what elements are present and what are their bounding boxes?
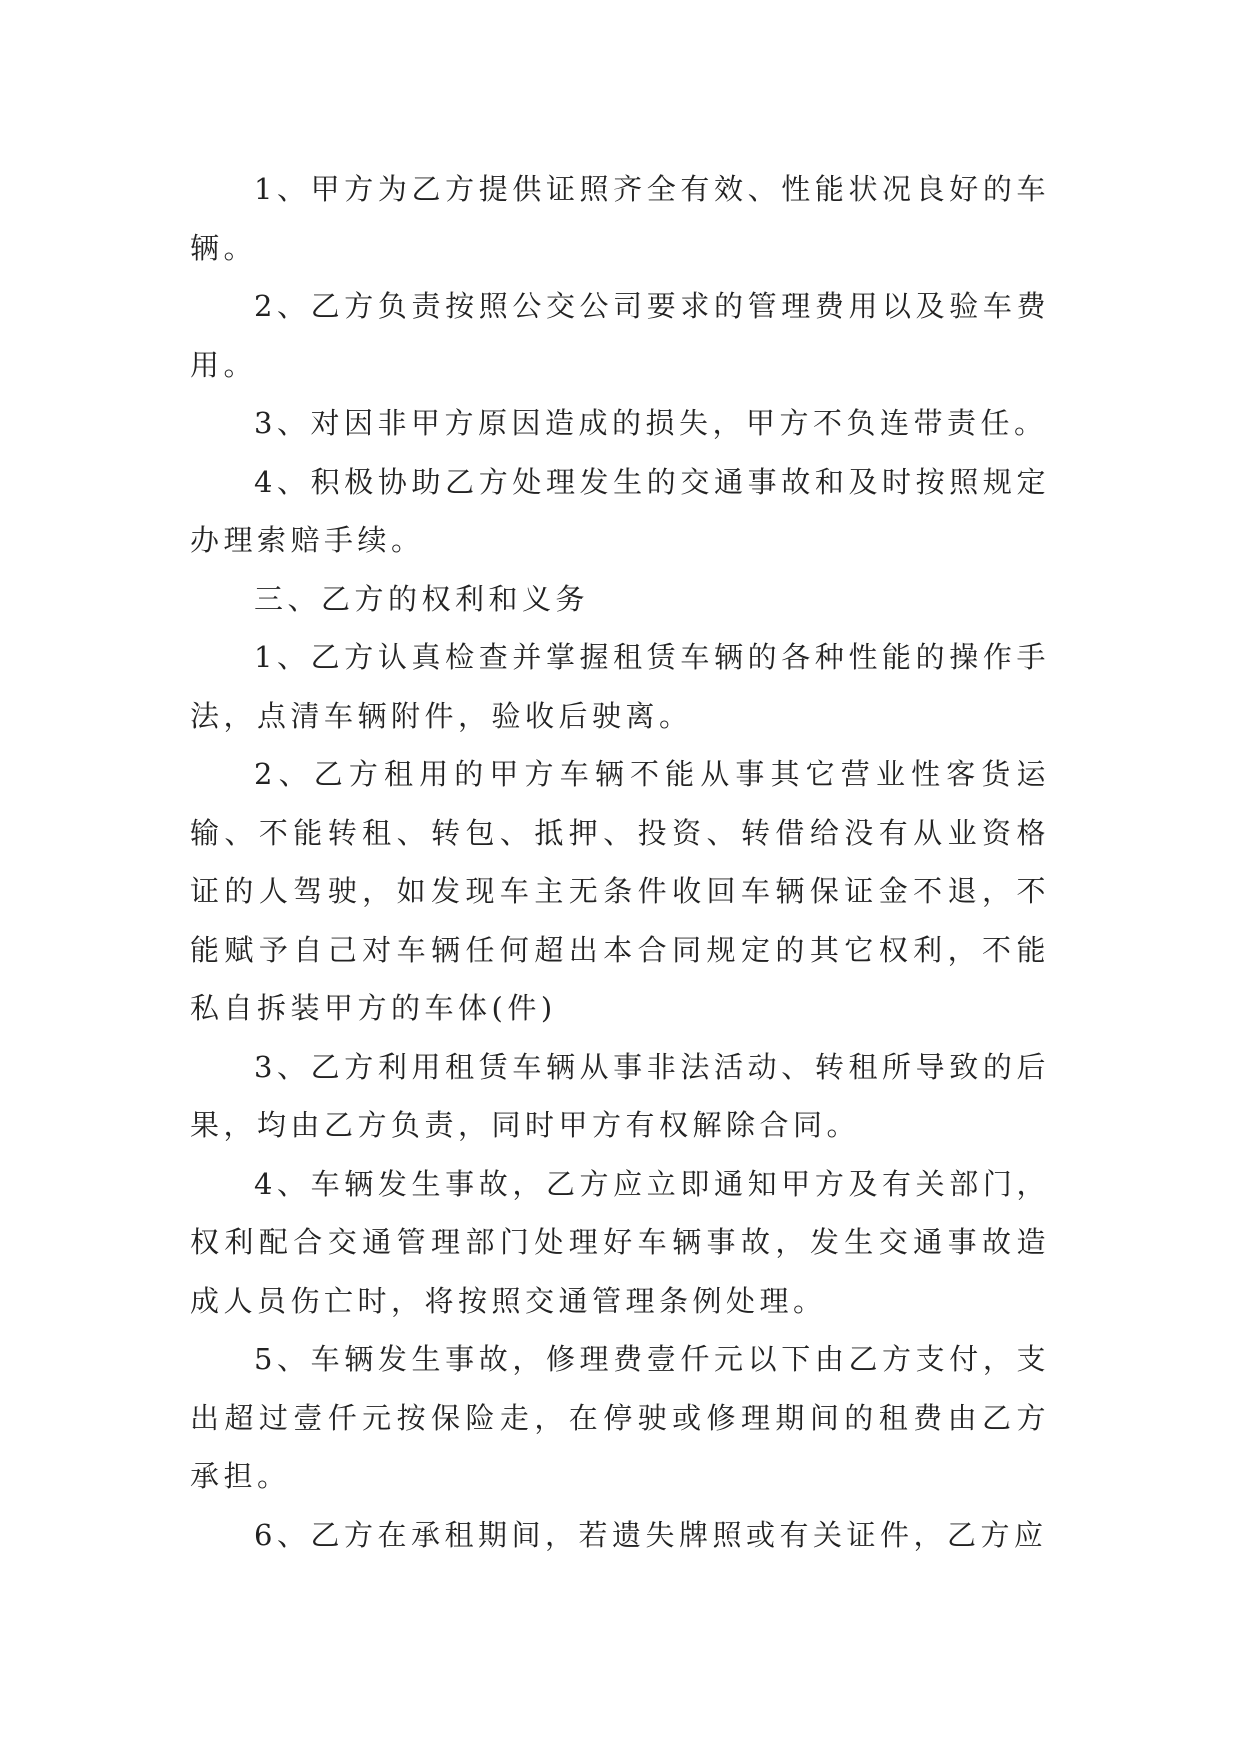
- paragraph-party-b-duty-1: 1、乙方认真检查并掌握租赁车辆的各种性能的操作手法，点清车辆附件，验收后驶离。: [190, 640, 1050, 733]
- paragraph-party-b-duty-3: 3、乙方利用租赁车辆从事非法活动、转租所导致的后果，均由乙方负责，同时甲方有权解除合同。: [190, 1049, 1050, 1142]
- paragraph-party-a-duty-1: 1、甲方为乙方提供证照齐全有效、性能状况良好的车辆。: [190, 172, 1050, 265]
- section-heading-party-b: 三、乙方的权利和义务: [254, 581, 590, 616]
- paragraph-party-b-duty-4: 4、车辆发生事故，乙方应立即通知甲方及有关部门，权利配合交通管理部门处理好车辆事故，发生交通事故造成人员伤亡时，将按照交通管理条例处理。: [190, 1166, 1050, 1318]
- paragraph-party-b-duty-2: 2、乙方租用的甲方车辆不能从事其它营业性客货运输、不能转租、转包、抵押、投资、转借给没有从业资格证的人驾驶，如发现车主无条件收回车辆保证金不退，不能赋予自己对车辆任何超出本合同规定的其它权利，不能私自拆装甲方的车体(件): [190, 757, 1050, 1025]
- paragraph-party-a-duty-4: 4、积极协助乙方处理发生的交通事故和及时按照规定办理索赔手续。: [190, 464, 1050, 557]
- paragraph-party-a-duty-3: 3、对因非甲方原因造成的损失，甲方不负连带责任。: [254, 406, 1048, 440]
- document-body: [190, 160, 1050, 1564]
- paragraph-party-b-duty-6: 6、乙方在承租期间，若遗失牌照或有关证件，乙方应: [254, 1517, 1048, 1552]
- paragraph-party-a-duty-2: 2、乙方负责按照公交公司要求的管理费用以及验车费用。: [190, 289, 1050, 382]
- paragraph-party-b-duty-5: 5、车辆发生事故，修理费壹仟元以下由乙方支付，支出超过壹仟元按保险走，在停驶或修理期间的租费由乙方承担。: [190, 1342, 1050, 1493]
